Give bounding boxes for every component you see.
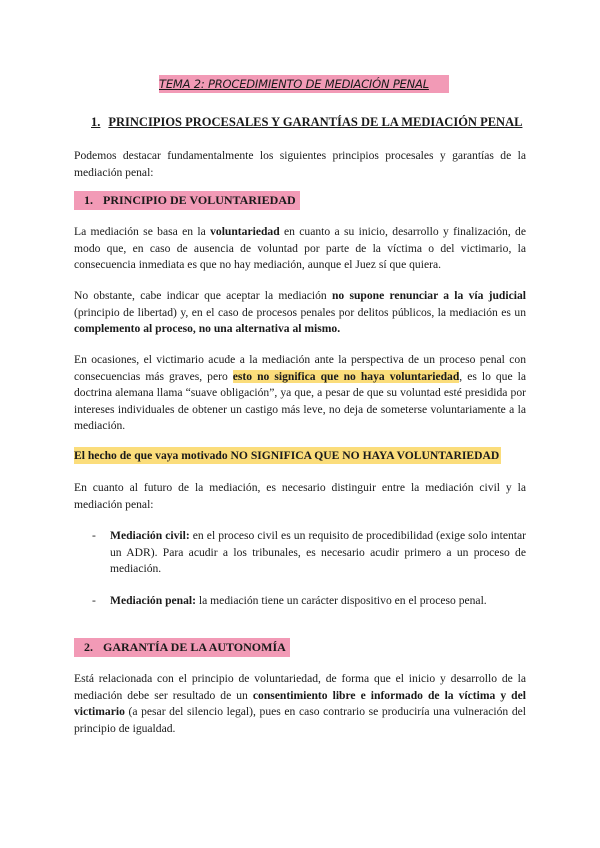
bold-term: no supone renunciar a la vía judicial — [331, 289, 526, 302]
text-run: No obstante, cabe indicar que aceptar la mediación — [74, 289, 332, 302]
paragraph-autonomia — [74, 671, 526, 737]
intro-paragraph: Podemos destacar fundamentalmente los siguientes principios procesales y garantías de la mediación penal: — [74, 149, 526, 179]
subheading-autonomia — [74, 638, 290, 657]
list-item-label: Mediación civil: — [110, 529, 190, 542]
paragraph-no-renuncia — [74, 288, 526, 338]
subheading-voluntariedad — [74, 191, 300, 210]
text-run: La mediación se basa en la — [74, 225, 211, 238]
text-run: la mediación tiene un carácter dispositivo en el proceso penal. — [196, 594, 487, 607]
text-run: , es lo que la doctrina alemana llama “suave obligación”, ya que, a pesar de que su voluntad esté presidida por intereses individuales de obtener un castigo más leve, no deja de someterse voluntariamente a la mediación. — [74, 369, 526, 433]
bold-term: consentimiento libre e informado de la víctima y del victimario — [74, 688, 526, 719]
section-heading-principios — [91, 114, 522, 131]
text-run: (a pesar del silencio legal), pues en caso contrario se produciría una vulneración del principio de igualdad. — [74, 705, 526, 735]
section-number: 1. — [91, 115, 101, 129]
subheading-number: 1. — [84, 193, 93, 207]
list-bullet: - — [92, 594, 96, 607]
highlighted-callout: El hecho de que vaya motivado NO SIGNIFICA QUE NO HAYA VOLUNTARIEDAD — [74, 449, 500, 462]
text-run: En ocasiones, el victimario acude a la mediación ante la perspectiva de un proceso penal con consecuencias más graves, pero — [74, 353, 526, 383]
subheading-number: 2. — [84, 640, 93, 654]
section-heading-text: PRINCIPIOS PROCESALES Y GARANTÍAS DE LA MEDIACIÓN PENAL — [108, 115, 523, 129]
subheading-text: PRINCIPIO DE VOLUNTARIEDAD — [103, 193, 296, 207]
list-item-text — [110, 528, 526, 578]
text-run: en cuanto a su inicio, desarrollo y finalización, de modo que, en caso de ausencia de voluntad por parte de la víctima o del victimario, la consecuencia inmediata es que no hay mediación, aunque el Juez sí que quiera. — [74, 225, 526, 272]
bold-term: complemento al proceso, no una alternativa al mismo. — [74, 322, 341, 336]
bold-term: voluntariedad — [210, 225, 280, 238]
text-run: en el proceso civil es un requisito de procedibilidad (exige solo intentar un ADR). Para acudir a los tribunales, es necesario acudir primero a un proceso de mediación. — [110, 529, 526, 576]
subheading-text: GARANTÍA DE LA AUTONOMÍA — [103, 640, 286, 654]
highlighted-term: esto no significa que no haya voluntariedad — [232, 369, 460, 383]
paragraph-futuro-mediacion: En cuanto al futuro de la mediación, es necesario distinguir entre la mediación civil y la mediación penal: — [74, 481, 526, 511]
text-run: (principio de libertad) y, en el caso de procesos penales por delitos públicos, la mediación es un — [74, 305, 526, 319]
paragraph-voluntariedad-basis — [74, 224, 526, 274]
text-run: Está relacionada con el principio de voluntariedad, de forma que el inicio y desarrollo de la mediación debe ser resultado de un — [74, 672, 526, 702]
list-item-text — [110, 593, 526, 610]
paragraph-suave-obligacion — [74, 352, 526, 435]
page-title: TEMA 2: PROCEDIMIENTO DE MEDIACIÓN PENAL — [159, 75, 449, 93]
list-item-label: Mediación penal: — [110, 594, 196, 607]
list-bullet: - — [92, 529, 96, 542]
